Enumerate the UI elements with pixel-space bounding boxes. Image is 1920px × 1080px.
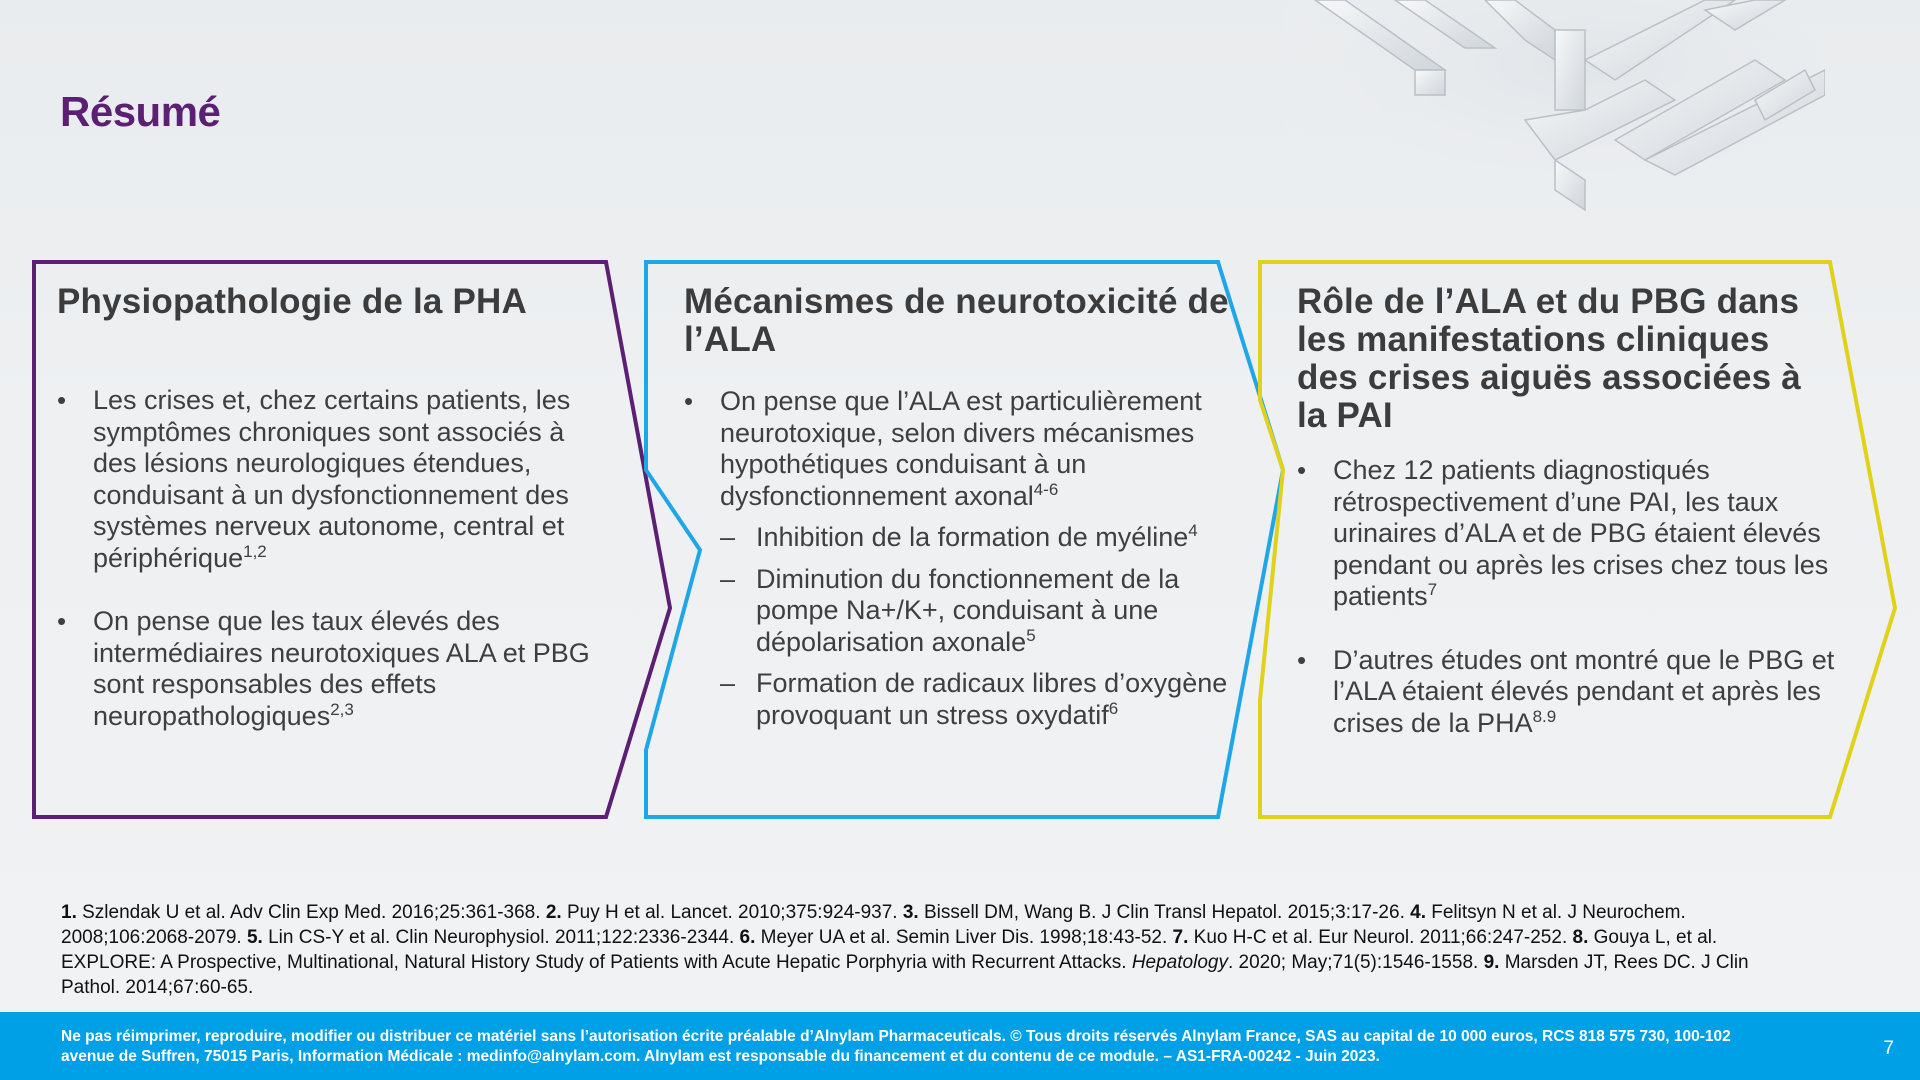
ref-text: Szlendak U et al. Adv Clin Exp Med. 2016;25:361-368. bbox=[76, 902, 546, 923]
ref-text: Puy H et al. Lancet. 2010;375:924-937. bbox=[561, 902, 903, 923]
panel1-bullet-2: • On pense que les taux élevés des intermédiaires neurotoxiques ALA et PBG sont responsables des effets neuropathologiques$^{2,3}$ bbox=[57, 606, 597, 732]
panel2-dash-3: – Formation de radicaux libres d’oxygène provoquant un stress oxydatif$^6$ bbox=[684, 668, 1244, 731]
footer-legal-text: Ne pas réimprimer, reproduire, modifier ou distribuer ce matériel sans l’autorisation écrite préalable d’Alnylam Pharmaceuticals. © Tous droits réservés Alnylam France, SAS au capital de 10 000 euros, RCS 818 575 730, 100-102 avenue de Suffren, 75015 Paris, Information Médicale : medinfo@alnylam.com. Alnylam est responsable du financement et du contenu de ce module. – AS1-FRA-00242 - Juin 2023. bbox=[61, 1028, 1731, 1065]
page-title: Résumé bbox=[60, 88, 221, 135]
ref-text: Gouya L, et al. EXPLORE: A Prospective, Multinational, Natural History Study of Patients with Acute Hepatic Porphyria with Recurrent Attacks. bbox=[61, 927, 1718, 973]
panel2-dash-2: – Diminution du fonctionnement de la pompe Na+/K+, conduisant à une dépolarisation axonale$^5$ bbox=[684, 564, 1244, 659]
panel1-heading: Physiopathologie de la PHA bbox=[57, 282, 527, 321]
ref-number: 4. bbox=[1410, 902, 1426, 923]
ref-number: 7. bbox=[1172, 927, 1189, 948]
ref-text: Kuo H-C et al. Eur Neurol. 2011;66:247-252. bbox=[1188, 927, 1573, 948]
ref-number: 3. bbox=[902, 902, 919, 923]
panel-neurotoxicity bbox=[684, 283, 1244, 731]
references bbox=[61, 900, 1781, 1000]
ref-journal: Hepatology bbox=[1131, 952, 1228, 973]
ref-text: . 2020; May;71(5):1546-1558. bbox=[1227, 952, 1484, 973]
ref-number: 5. bbox=[246, 927, 263, 948]
panel2-bullet-1: • On pense que l’ALA est particulièrement neurotoxique, selon divers mécanismes hypothétiques conduisant à un dysfonctionnement axonal$^{4-6}$ bbox=[684, 386, 1244, 512]
panel3-heading: Rôle de l’ALA et du PBG dans les manifestations cliniques des crises aiguës associées à la PAI bbox=[1297, 282, 1801, 435]
panel-ala-pbg-role bbox=[1297, 283, 1837, 739]
panel-physiopathology bbox=[57, 283, 597, 732]
ref-text: Marsden JT, Rees DC. J Clin Pathol. 2014;67:60-65. bbox=[61, 952, 1749, 998]
ref-text: Meyer UA et al. Semin Liver Dis. 1998;18:43-52. bbox=[755, 927, 1173, 948]
panel1-bullet-1: • Les crises et, chez certains patients, les symptômes chroniques sont associés à des lésions neurologiques étendues, conduisant à un dysfonctionnement des systèmes nerveux autonome, central et périphérique$^{1,2}$ bbox=[57, 385, 597, 574]
ref-number: 8. bbox=[1572, 927, 1589, 948]
panel2-dash-1: – Inhibition de la formation de myéline$^4$ bbox=[684, 522, 1244, 554]
footer-bar bbox=[0, 1012, 1920, 1080]
page-number: 7 bbox=[1883, 1038, 1894, 1059]
panel3-bullet-1: • Chez 12 patients diagnostiqués rétrospectivement d’une PAI, les taux urinaires d’ALA et de PBG étaient élevés pendant ou après les crises chez tous les patients$^7$ bbox=[1297, 455, 1837, 613]
ref-number: 2. bbox=[545, 902, 562, 923]
panel3-bullet-2: • D’autres études ont montré que le PBG et l’ALA étaient élevés pendant et après les crises de la $PHA^{8.9}$ bbox=[1297, 645, 1837, 740]
ref-text: Bissell DM, Wang B. J Clin Transl Hepatol. 2015;3:17-26. bbox=[918, 902, 1411, 923]
ref-text: Lin CS-Y et al. Clin Neurophysiol. 2011;122:2336-2344. bbox=[262, 927, 740, 948]
ref-number: 6. bbox=[739, 927, 756, 948]
ref-number: 1. bbox=[61, 902, 77, 923]
panel2-heading: Mécanismes de neurotoxicité de l’ALA bbox=[684, 282, 1229, 359]
ref-text: Felitsyn N et al. J Neurochem. 2008;106:2068-2079. bbox=[61, 902, 1686, 948]
ref-number: 9. bbox=[1483, 952, 1500, 973]
